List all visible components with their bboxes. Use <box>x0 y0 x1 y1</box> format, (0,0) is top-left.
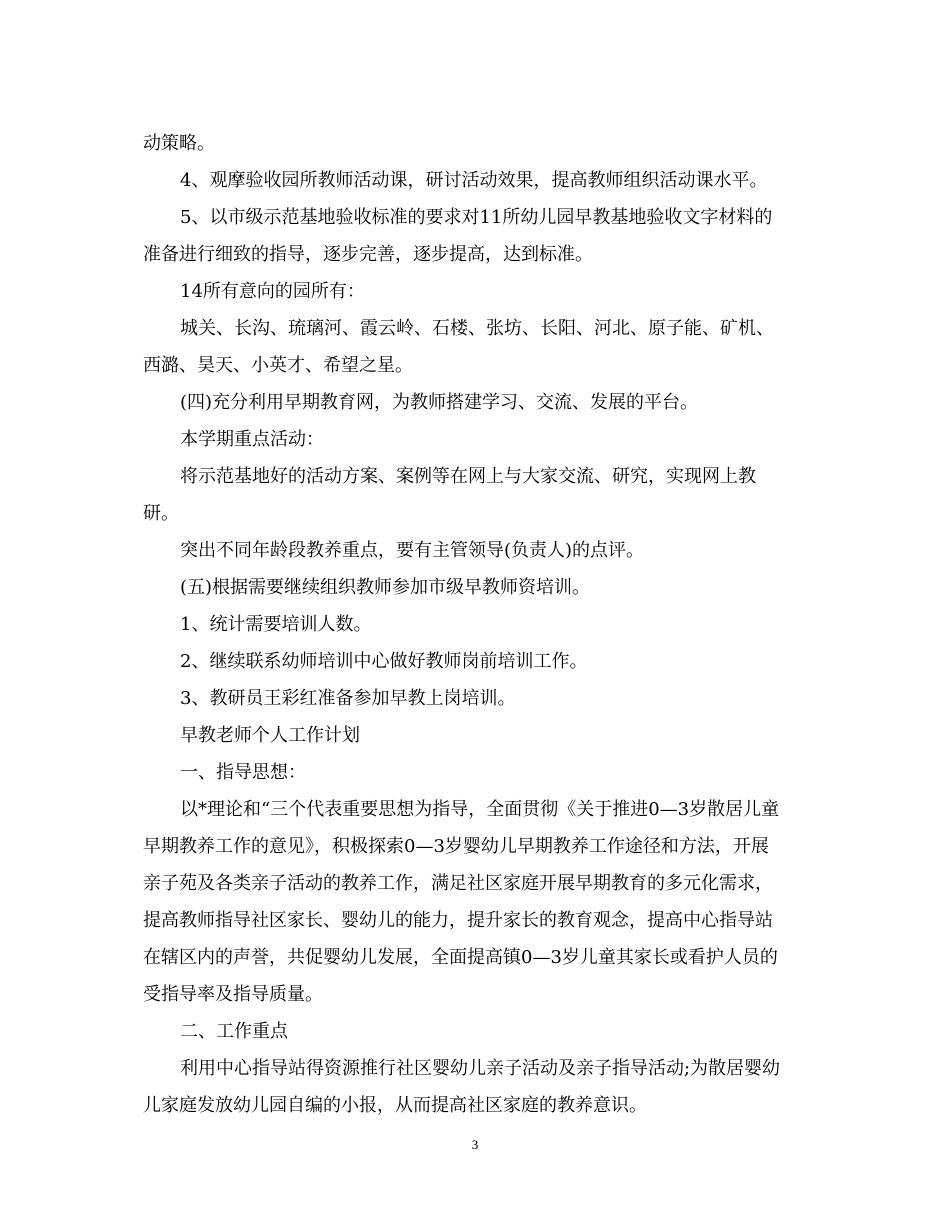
text-line: 西潞、昊天、小英才、希望之星。 <box>143 355 413 376</box>
text-line: 3、教研员王彩红准备参加早教上岗培训。 <box>180 688 516 709</box>
text-line: 提高教师指导社区家长、婴幼儿的能力，提升家长的教育观念，提高中心指导站 <box>143 910 773 931</box>
text-line: 突出不同年龄段教养重点，要有主管领导(负责人)的点评。 <box>180 540 645 561</box>
section-heading: 早教老师个人工作计划 <box>180 725 360 746</box>
text-line: 14所有意向的园所有： <box>180 281 365 302</box>
text-line: 1、统计需要培训人数。 <box>180 614 372 635</box>
text-line: 将示范基地好的活动方案、案例等在网上与大家交流、研究，实现网上教 <box>180 466 756 487</box>
text-line: 儿家庭发放幼儿园自编的小报，从而提高社区家庭的教养意识。 <box>143 1095 647 1116</box>
text-line: (四)充分利用早期教育网，为教师搭建学习、交流、发展的平台。 <box>180 392 699 413</box>
text-line: 亲子苑及各类亲子活动的教养工作，满足社区家庭开展早期教育的多元化需求， <box>143 873 773 894</box>
text-line: 在辖区内的声誉，共促婴幼儿发展，全面提高镇0—3岁儿童其家长或看护人员的 <box>143 947 778 968</box>
page-number: 3 <box>471 1137 479 1152</box>
text-line: 4、观摩验收园所教师活动课，研讨活动效果，提高教师组织活动课水平。 <box>180 170 768 191</box>
text-line: 准备进行细致的指导，逐步完善，逐步提高，达到标准。 <box>143 244 593 265</box>
text-line: 受指导率及指导质量。 <box>143 984 323 1005</box>
text-line: 城关、长沟、琉璃河、霞云岭、石楼、张坊、长阳、河北、原子能、矿机、 <box>180 318 774 339</box>
text-line: 早期教养工作的意见》，积极探索0—3岁婴幼儿早期教养工作途径和方法，开展 <box>143 836 769 857</box>
text-line: 利用中心指导站得资源推行社区婴幼儿亲子活动及亲子指导活动;为散居婴幼 <box>180 1058 781 1079</box>
text-line: 2、继续联系幼师培训中心做好教师岗前培训工作。 <box>180 651 588 672</box>
text-line: (五)根据需要继续组织教师参加市级早教师资培训。 <box>180 577 591 598</box>
text-line: 以*理论和“三个代表重要思想为指导，全面贯彻《关于推进0—3岁散居儿童 <box>180 799 780 820</box>
text-line: 研。 <box>143 503 179 524</box>
section-heading: 二、工作重点 <box>180 1021 288 1042</box>
section-heading: 一、指导思想： <box>180 762 306 783</box>
text-line: 5、以市级示范基地验收标准的要求对11所幼儿园早教基地验收文字材料的 <box>180 207 773 228</box>
text-line: 动策略。 <box>143 133 215 154</box>
text-line: 本学期重点活动： <box>180 429 324 450</box>
